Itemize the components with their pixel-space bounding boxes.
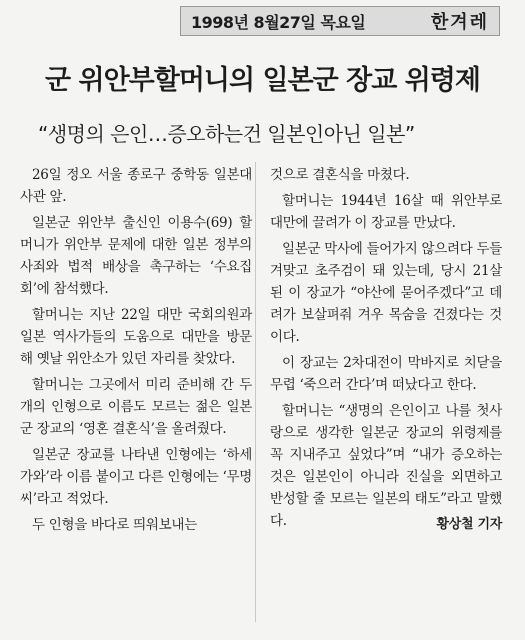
byline: 황상철 기자 bbox=[436, 517, 502, 532]
headline: 군 위안부할머니의 일본군 장교 위령제 bbox=[45, 65, 480, 96]
paragraph: 일본군 막사에 들어가지 않으려다 두들겨맞고 초주검이 돼 있는데, 당시 21살 된 이 장교가 “야산에 묻어주겠다”고 데려가 보살펴줘 겨우 목숨을 건졌다는 것이다. bbox=[270, 241, 502, 345]
paragraph: 할머니는 그곳에서 미리 준비해 간 두개의 인형으로 이름도 모르는 젊은 일본군 장교의 ‘영혼 결혼식’을 올려줬다. bbox=[20, 377, 252, 437]
masthead bbox=[180, 6, 500, 36]
paragraph: 할머니는 지난 22일 대만 국회의원과 일본 역사가들의 도움으로 대만을 방문해 옛날 위안소가 있던 자리를 찾았다. bbox=[20, 307, 252, 367]
newspaper-name: 한겨레 bbox=[430, 12, 489, 33]
paragraph: 할머니는 “생명의 은인이고 나를 첫사랑으로 생각한 일본군 장교의 위령제를 꼭 지내주고 싶었다”며 “내가 증오하는 것은 일본인이 아니라 진실을 외면하고 반성할 줄 모르는 일본의 태도”라고 말했다. bbox=[270, 403, 502, 529]
column-divider bbox=[255, 162, 256, 622]
paragraph: 일본군 장교를 나타낸 인형에는 ‘하세가와’라 이름 붙이고 다른 인형에는 ‘무명씨’라고 적었다. bbox=[20, 447, 252, 507]
paragraph: 것으로 결혼식을 마쳤다. bbox=[270, 167, 410, 183]
article-column-left bbox=[20, 164, 252, 540]
article-column-right bbox=[270, 164, 502, 536]
paragraph: 26일 정오 서울 종로구 중학동 일본대사관 앞. bbox=[20, 167, 252, 205]
publication-date: 1998년 8월27일 목요일 bbox=[191, 12, 366, 32]
paragraph: 할머니는 1944년 16살 때 위안부로 대만에 끌려가 이 장교를 만났다. bbox=[270, 193, 502, 231]
subheadline: “생명의 은인…증오하는건 일본인아닌 일본” bbox=[38, 122, 415, 146]
paragraph: 이 장교는 2차대전이 막바지로 치닫을 무렵 ‘죽으러 간다’며 떠났다고 한다. bbox=[270, 355, 502, 393]
paragraph: 두 인형을 바다로 띄워보내는 bbox=[32, 517, 197, 533]
paragraph: 일본군 위안부 출신인 이용수(69) 할머니가 위안부 문제에 대한 일본 정부의 사죄와 법적 배상을 촉구하는 ‘수요집회’에 참석했다. bbox=[20, 215, 252, 297]
